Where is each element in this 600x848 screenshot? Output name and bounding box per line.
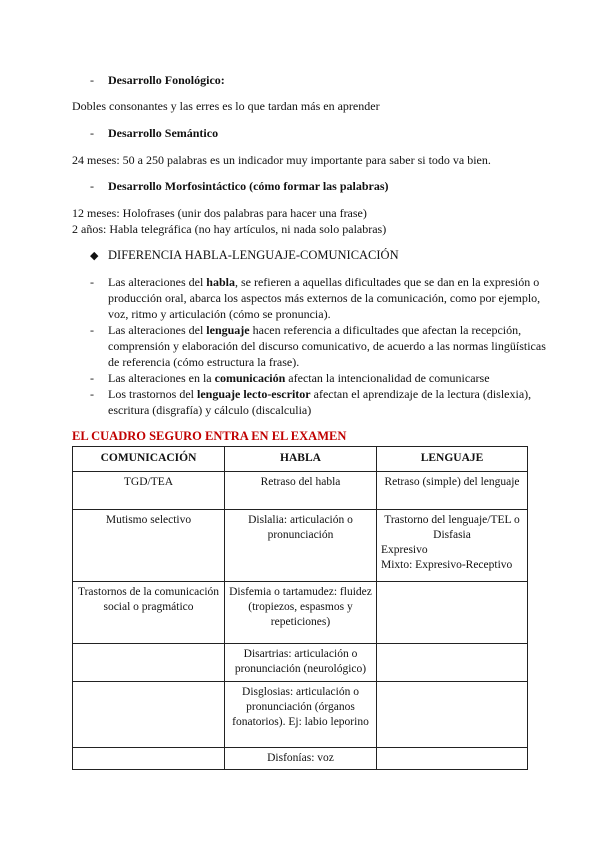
cell-habla: Disfemia o tartamudez: fluidez (tropiezos, espasmos y repeticiones): [225, 582, 377, 644]
cell-lenguaje: [377, 510, 528, 582]
dash-marker: -: [90, 73, 94, 87]
heading-morfosintactico: [90, 178, 389, 194]
text-semantico: 24 meses: 50 a 250 palabras es un indicador muy importante para saber si todo va bien.: [72, 153, 491, 167]
table-row: [73, 644, 528, 682]
comparison-table: [72, 446, 528, 770]
cell-lenguaje-sub: Mixto: Expresivo-Receptivo: [381, 559, 513, 571]
list-item: [90, 370, 550, 386]
cell-lenguaje-sub: Expresivo: [381, 544, 428, 556]
heading-diferencia: [90, 247, 399, 264]
item-text: hacen referencia a dificultades que afectan la recepción, comprensión y elaboración del discurso comunicativo, de acuerdo a las normas lingüísticas de referencia (cómo estructura la frase).: [108, 323, 546, 369]
cell-comunicacion: [73, 748, 225, 770]
item-text: Los trastornos del: [108, 387, 197, 401]
list-item: [90, 322, 550, 370]
cell-comunicacion: TGD/TEA: [73, 472, 225, 510]
item-text: , se refieren a aquellas dificultades que se dan en la expresión o producción oral, abarca los aspectos más externos de la comunicación, como por ejemplo, voz, ritmo y articulación (cómo se pronuncia).: [108, 275, 541, 321]
item-bold: lenguaje: [206, 323, 250, 337]
item-bold: lenguaje lecto-escritor: [197, 387, 311, 401]
cell-comunicacion: Trastornos de la comunicación social o pragmático: [73, 582, 225, 644]
list-item: [90, 274, 550, 322]
dash-marker: -: [90, 387, 94, 401]
heading-diferencia-text: DIFERENCIA HABLA-LENGUAJE-COMUNICACIÓN: [108, 248, 399, 262]
text-morfosintactico-2: 2 años: Habla telegráfica (no hay artículos, ni nada solo palabras): [72, 222, 387, 236]
column-header-lenguaje: LENGUAJE: [377, 447, 528, 472]
cell-habla: Disartrias: articulación o pronunciación (neurológico): [225, 644, 377, 682]
dash-marker: -: [90, 323, 94, 337]
item-text: Las alteraciones del: [108, 275, 207, 289]
table-header-row: [73, 447, 528, 472]
table-row: [73, 472, 528, 510]
cell-lenguaje: [377, 644, 528, 682]
item-bold: comunicación: [214, 371, 286, 385]
cell-lenguaje-main: Trastorno del lenguaje/TEL o Disfasia: [384, 514, 520, 541]
item-text: Las alteraciones en la: [108, 371, 215, 385]
heading-fonologico-text: Desarrollo Fonológico:: [108, 73, 225, 87]
cell-lenguaje: [377, 682, 528, 748]
column-header-habla: HABLA: [225, 447, 377, 472]
text-fonologico: Dobles consonantes y las erres es lo que tardan más en aprender: [72, 99, 380, 113]
cell-lenguaje: Retraso (simple) del lenguaje: [377, 472, 528, 510]
dash-marker: -: [90, 371, 94, 385]
diferencia-list: [90, 274, 550, 418]
cell-habla: Disfonías: voz: [225, 748, 377, 770]
cell-comunicacion: Mutismo selectivo: [73, 510, 225, 582]
table-row: [73, 682, 528, 748]
heading-fonologico: [90, 72, 225, 88]
exam-title: EL CUADRO SEGURO ENTRA EN EL EXAMEN: [72, 429, 347, 443]
table-row: [73, 748, 528, 770]
item-bold: habla: [206, 275, 235, 289]
cell-lenguaje: [377, 748, 528, 770]
cell-lenguaje: [377, 582, 528, 644]
item-text: Las alteraciones del: [108, 323, 207, 337]
list-item: [90, 386, 550, 418]
cell-comunicacion: [73, 682, 225, 748]
text-morfosintactico-1: 12 meses: Holofrases (unir dos palabras para hacer una frase): [72, 206, 367, 220]
cell-habla: Disglosias: articulación o pronunciación (órganos fonatorios). Ej: labio leporino: [225, 682, 377, 748]
item-text: afectan el aprendizaje de la lectura (dislexia), escritura (disgrafía) y cálculo (discalculia): [108, 387, 532, 417]
dash-marker: -: [90, 126, 94, 140]
table-row: [73, 510, 528, 582]
diamond-bullet-icon: ◆: [90, 250, 99, 262]
item-text: afectan la intencionalidad de comunicarse: [285, 371, 490, 385]
heading-semantico-text: Desarrollo Semántico: [108, 126, 219, 140]
column-header-comunicacion: COMUNICACIÓN: [73, 447, 225, 472]
cell-habla: Retraso del habla: [225, 472, 377, 510]
cell-comunicacion: [73, 644, 225, 682]
dash-marker: -: [90, 275, 94, 289]
table-row: [73, 582, 528, 644]
dash-marker: -: [90, 179, 94, 193]
cell-habla: Dislalia: articulación o pronunciación: [225, 510, 377, 582]
heading-semantico: [90, 125, 218, 141]
heading-morfosintactico-text: Desarrollo Morfosintáctico (cómo formar las palabras): [108, 179, 389, 193]
